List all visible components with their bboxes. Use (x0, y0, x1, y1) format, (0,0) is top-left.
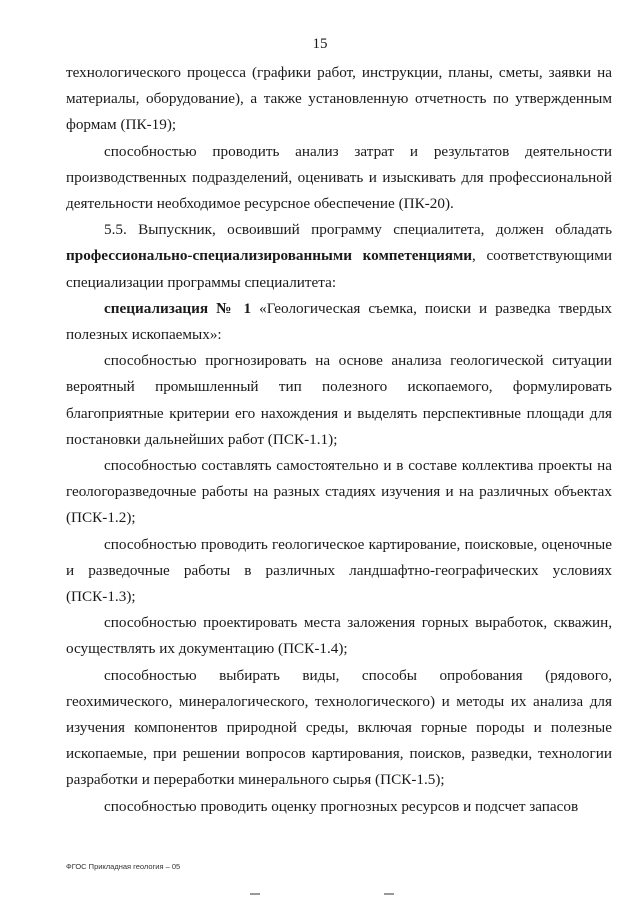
paragraph-5-5-tail: , соответствующими специализации программы специалитета: (66, 247, 612, 291)
specialization-number: специализация № 1 (104, 299, 252, 317)
paragraph-psk-1-3: способностью проводить геологическое картирование, поисковые, оценочные и разведочные работы в различных ландшафтно-географических условиях (ПСК-1.3); (66, 535, 612, 606)
paragraph-5-5-bold-term: профессионально-специализированными компетенциями (66, 247, 473, 265)
paragraph-psk-1-1: способностью прогнозировать на основе анализа геологической ситуации вероятный промышленный тип полезного ископаемого, формулировать благоприятные критерии его нахождения и выделять перспективные площади для постановки дальнейших работ (ПСК-1.1); (66, 352, 612, 448)
scan-edge-mark (250, 893, 260, 895)
footer-label: ФГОС Прикладная геология – 05 (66, 862, 181, 871)
paragraph-pk20: способностью проводить анализ затрат и результатов деятельности производственных подразделений, оценивать и изыскивать для профессиональной деятельности необходимое ресурсное обеспечение (ПК-20). (66, 142, 612, 213)
specialization-title: «Геологическая съемка, поиски и разведка твердых полезных ископаемых»: (66, 299, 612, 344)
paragraph-psk-1-6-start: способностью проводить оценку прогнозных ресурсов и подсчет запасов (104, 797, 579, 815)
specialization-heading (66, 296, 612, 348)
paragraph-psk-1-4: способностью проектировать места заложения горных выработок, скважин, осуществлять их документацию (ПСК-1.4); (66, 614, 612, 658)
paragraph-5-5 (66, 217, 612, 296)
paragraph-pk19-continuation: технологического процесса (графики работ, инструкции, планы, сметы, заявки на материалы, оборудование), а также установленную отчетность по утвержденным формам (ПК-19); (66, 64, 612, 134)
document-body (66, 60, 612, 820)
paragraph-psk-1-5: способностью выбирать виды, способы опробования (рядового, геохимического, минералогического, технологического) и методы их анализа для изучения компонентов природной среды, включая горные породы и полезные ископаемые, при решении вопросов картирования, поисков, разведки, технологии разработки и переработки минерального сырья (ПСК-1.5); (66, 666, 612, 789)
paragraph-5-5-intro: 5.5. Выпускник, освоивший программу специалитета, должен обладать (104, 221, 612, 239)
scan-edge-mark (384, 893, 394, 895)
paragraph-psk-1-2: способностью составлять самостоятельно и в составе коллектива проекты на геологоразведочные работы на разных стадиях изучения и на различных объектах (ПСК-1.2); (66, 457, 612, 527)
page-number: 15 (312, 36, 328, 52)
